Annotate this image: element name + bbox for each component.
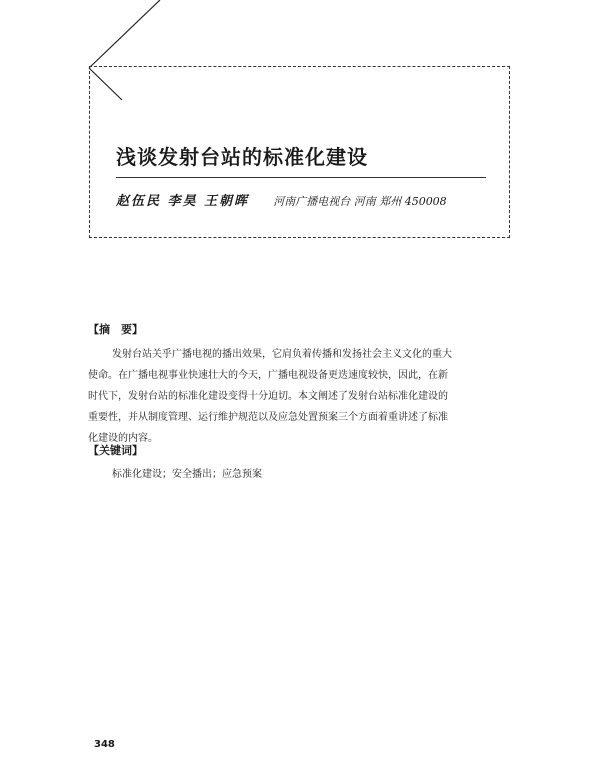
abstract-line: 使命。在广播电视事业快速壮大的今天，广播电视设备更迭速度较快，因此，在新 bbox=[88, 370, 448, 381]
abstract-line: 重要性，并从制度管理、运行维护规范以及应急处置预案三个方面着重讲述了标准 bbox=[88, 412, 448, 423]
keywords-heading: 【关键词】 bbox=[88, 444, 143, 457]
abstract-line: 发射台站关乎广播电视的播出效果，它肩负着传播和发扬社会主义文化的重大 bbox=[112, 349, 452, 360]
keywords-text: 标准化建设；安全播出；应急预案 bbox=[112, 469, 262, 480]
abstract-heading: 【摘 要】 bbox=[88, 323, 143, 336]
author-affiliation: 河南广播电视台 河南 郑州 450008 bbox=[273, 195, 447, 208]
article-title: 浅谈发射台站的标准化建设 bbox=[116, 145, 368, 169]
author-names: 赵伍民 李昊 王朝晖 bbox=[116, 194, 250, 209]
title-divider bbox=[116, 177, 486, 178]
abstract-body bbox=[88, 344, 518, 449]
byline bbox=[116, 190, 447, 209]
abstract-line: 时代下，发射台站的标准化建设变得十分迫切。本文阐述了发射台站标准化建设的 bbox=[88, 391, 448, 402]
page-number: 348 bbox=[94, 739, 115, 750]
abstract-line: 化建设的内容。 bbox=[88, 433, 158, 444]
